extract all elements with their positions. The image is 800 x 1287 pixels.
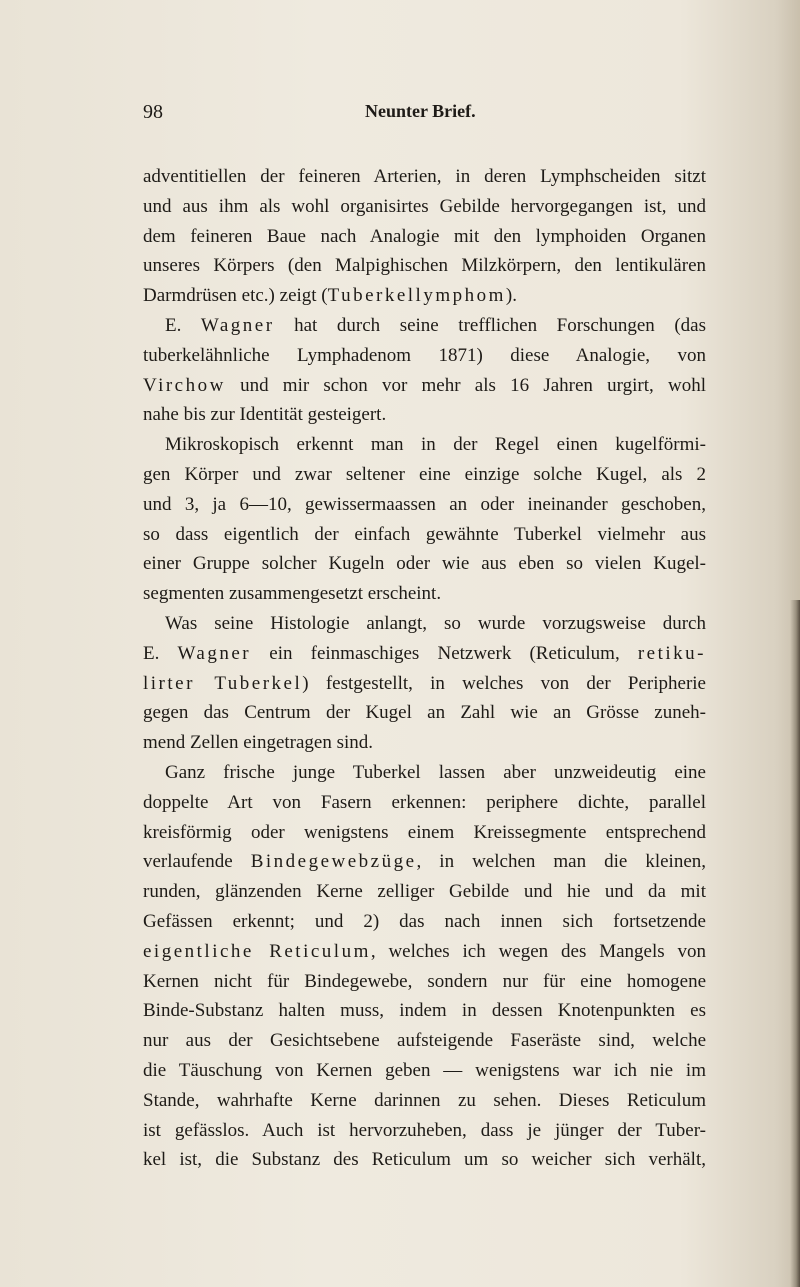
author-name: Wagner	[200, 314, 275, 336]
text-line: kel ist, die Substanz des Reticulum um so weicher sich verhält,	[143, 1149, 706, 1171]
text-line: unseres Körpers (den Malpighischen Milzkörpern, den lentikulären	[143, 255, 706, 277]
text-line: mend Zellen eingetragen sind.	[143, 732, 374, 754]
spaced-term: Tuberkellymphom	[327, 285, 506, 307]
body-text	[143, 162, 706, 1175]
spaced-term: Bindegewebzüge	[250, 851, 417, 873]
text-line: runden, glänzenden Kerne zelliger Gebilde und hie und da mit	[143, 881, 706, 903]
text-line: tuberkelähnliche Lymphadenom 1871) diese Analogie, von	[143, 344, 706, 366]
text-line: Mikroskopisch erkennt man in der Regel einen kugelförmi-	[165, 434, 706, 456]
text-line: gegen das Centrum der Kugel an Zahl wie an Grösse zuneh-	[143, 702, 706, 724]
author-name: Virchow	[143, 374, 226, 396]
text-line: gen Körper und zwar seltener eine einzige solche Kugel, als 2	[143, 463, 706, 485]
text-line: eigentliche Reticulum, welches ich wegen des Mangels von	[143, 940, 706, 962]
text-line: Darmdrüsen etc.) zeigt (Tuberkellymphom).	[143, 285, 517, 307]
text-line: kreisförmig oder wenigstens einem Kreissegmente entsprechend	[143, 821, 706, 843]
text-line: Gefässen erkennt; und 2) das nach innen sich fortsetzende	[143, 910, 706, 932]
text-line: E. Wagner hat durch seine trefflichen Forschungen (das	[165, 314, 706, 336]
text-line: Binde-Substanz halten muss, indem in dessen Knotenpunkten es	[143, 1000, 706, 1022]
text-line: Ganz frische junge Tuberkel lassen aber unzweideutig eine	[165, 761, 706, 783]
text-line: verlaufende Bindegewebzüge, in welchen man die kleinen,	[143, 851, 706, 873]
text-line: Kernen nicht für Bindegewebe, sondern nur für eine homogene	[143, 970, 706, 992]
text-line: nur aus der Gesichtsebene aufsteigende Faseräste sind, welche	[143, 1030, 706, 1052]
spaced-term: eigentliche Reticulum	[143, 940, 371, 962]
text-line: doppelte Art von Fasern erkennen: periphere dichte, parallel	[143, 791, 706, 813]
text-line: adventitiellen der feineren Arterien, in deren Lymphscheiden sitzt	[143, 166, 706, 187]
text-line: Virchow und mir schon vor mehr als 16 Jahren urgirt, wohl	[143, 374, 706, 396]
text-line: die Täuschung von Kernen geben — wenigstens war ich nie im	[143, 1059, 706, 1081]
text-line: dem feineren Baue nach Analogie mit den lymphoiden Organen	[143, 225, 706, 247]
running-title: Neunter Brief.	[365, 101, 476, 121]
text-line: und 3, ja 6—10, gewissermaassen an oder ineinander geschoben,	[143, 493, 706, 515]
spaced-term: lirter Tuberkel	[143, 672, 303, 694]
text-line: nahe bis zur Identität gesteigert.	[143, 404, 387, 426]
text-line: und aus ihm als wohl organisirtes Gebilde hervorgegangen ist, und	[143, 195, 706, 217]
text-line: ist gefässlos. Auch ist hervorzuheben, dass je jünger der Tuber-	[143, 1119, 706, 1141]
page-number: 98	[143, 101, 163, 123]
text-line: so dass eigentlich der einfach gewähnte Tuberkel vielmehr aus	[143, 523, 706, 545]
page-edge-shadow	[790, 600, 800, 1287]
author-name: Wagner	[177, 642, 252, 664]
text-line: Was seine Histologie anlangt, so wurde vorzugsweise durch	[165, 612, 706, 634]
text-line: E. Wagner ein feinmaschiges Netzwerk (Reticulum, retiku-	[143, 642, 706, 664]
text-line: Stande, wahrhafte Kerne darinnen zu sehen. Dieses Reticulum	[143, 1089, 706, 1111]
page-header	[143, 101, 703, 131]
spaced-term: retiku-	[637, 642, 706, 664]
text-line: einer Gruppe solcher Kugeln oder wie aus eben so vielen Kugel-	[143, 553, 706, 575]
text-line: segmenten zusammengesetzt erscheint.	[143, 583, 442, 605]
text-line: lirter Tuberkel) festgestellt, in welches von der Peripherie	[143, 672, 706, 694]
